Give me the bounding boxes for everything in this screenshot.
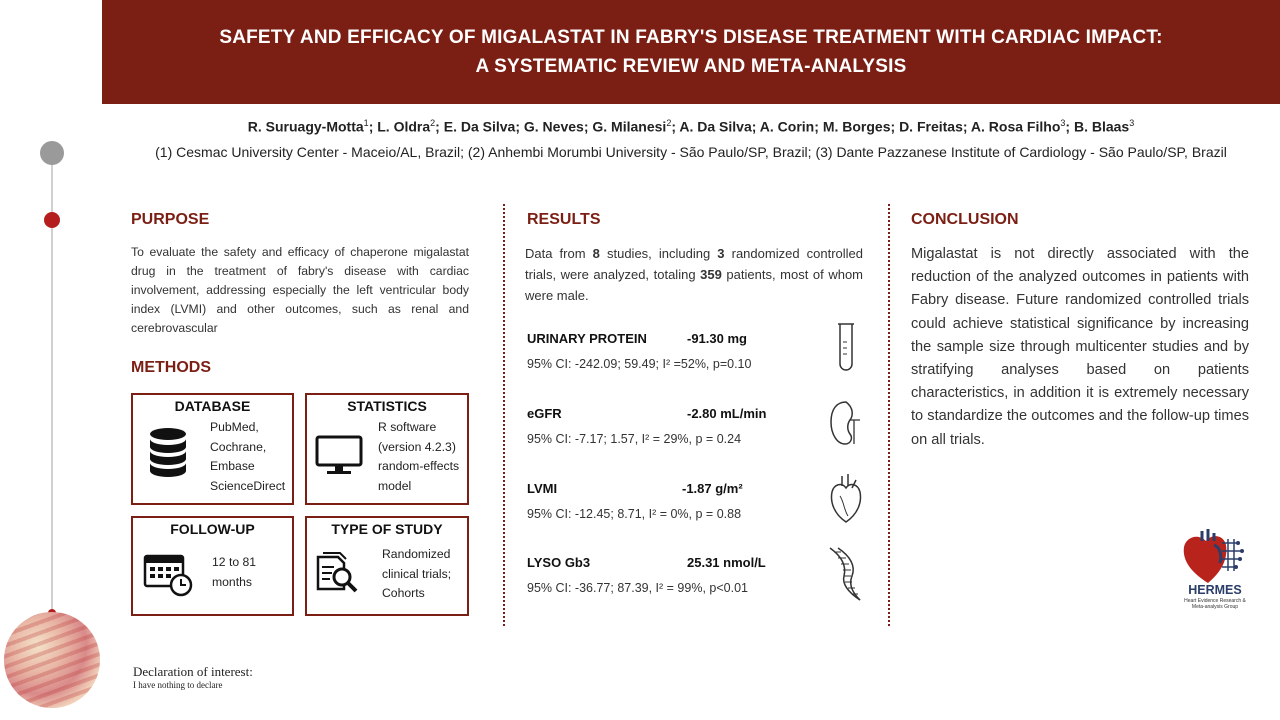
statistics-item: random-effects [378, 459, 460, 473]
studies-count: 8 [592, 246, 600, 261]
affiliations: (1) Cesmac University Center - Maceio/AL, Brazil; (2) Anhembi Morumbi University - São Paulo/SP, Brazil; (3) Dante Pazzanese Institute of Cardiology - São Paulo/SP, Brazil [155, 144, 1227, 160]
study-type-item: Randomized [382, 547, 451, 561]
column-divider [888, 204, 890, 626]
author-list: R. Suruagy-Motta$^1$; L. Oldra$^2$; E. Da Silva; G. Neves; G. Milanesi$^2$; A. Da Silva; A. Corin; M. Borges; D. Freitas; A. Rosa Filho$^3$; B. Blaas$^3$ [247, 118, 1135, 135]
database-box [131, 393, 294, 505]
statistics-item: (version 4.2.3) [378, 439, 456, 454]
declaration-text: I have nothing to declare [133, 680, 223, 690]
study-type-item: Cohorts [382, 586, 425, 600]
intro-text: Data from [525, 246, 593, 261]
followup-title: FOLLOW-UP [170, 521, 255, 537]
author-name: M. Borges [822, 118, 891, 135]
outcome-value: -91.30 mg [687, 331, 747, 346]
followup-box [131, 516, 294, 616]
decorative-sphere [4, 612, 100, 708]
author-name: A. Rosa Filho [970, 118, 1061, 135]
outcome-value: -2.80 mL/min [687, 406, 767, 421]
logo-subtitle [1170, 598, 1260, 610]
author-name: L. Oldra [377, 118, 431, 135]
followup-line: months [212, 574, 252, 589]
declaration-title: Declaration of interest: [133, 664, 253, 679]
database-item: Embase [210, 459, 255, 473]
rct-count: 3 [717, 246, 725, 261]
followup-text [212, 553, 256, 592]
patients-count: 359 [700, 267, 722, 282]
statistics-box [305, 393, 469, 505]
methods-title: METHODS [131, 359, 211, 376]
database-title: DATABASE [174, 398, 251, 414]
outcome-name: LVMI [527, 481, 558, 496]
study-type-list [382, 545, 451, 604]
author-affiliation-mark: 3 [1060, 118, 1066, 128]
database-item: Cochrane, [210, 439, 267, 454]
outcome-name: LYSO Gb3 [527, 555, 591, 570]
database-item: ScienceDirect [210, 478, 286, 493]
intro-text: patients, most of whom were male. [525, 267, 863, 303]
outcome-ci: 95% CI: -242.09; 59.49; I² =52%, p=0.10 [527, 357, 752, 371]
followup-line: 12 to 81 [212, 555, 257, 569]
outcome-name: eGFR [527, 406, 562, 421]
statistics-list [378, 418, 459, 496]
logo-name: HERMES [1188, 583, 1242, 597]
database-item: PubMed, [210, 420, 259, 434]
author-affiliation-mark: 2 [430, 118, 436, 128]
results-title: RESULTS [527, 211, 601, 228]
database-icon [147, 427, 189, 479]
purpose-title: PURPOSE [131, 211, 210, 228]
author-name: G. Milanesi [592, 118, 667, 135]
author-name: A. Da Silva [679, 118, 752, 135]
purpose-text: To evaluate the safety and efficacy of chaperone migalastat drug in the treatment of fabry's disease with cardiac involvement, addressing especially the left ventricular body index (LVMI) and other outcomes, such as renal and cerebrovascular [131, 245, 469, 335]
author-name: E. Da Silva [443, 118, 516, 135]
author-name: B. Blaas [1073, 118, 1130, 135]
results-intro [525, 243, 863, 306]
calendar-clock-icon [143, 552, 195, 598]
author-name: G. Neves [523, 118, 584, 135]
test-tube-icon [834, 322, 858, 376]
author-affiliation-mark: 3 [1129, 118, 1135, 128]
conclusion-title: CONCLUSION [911, 211, 1019, 228]
dna-icon [826, 546, 864, 602]
monitor-icon [315, 435, 363, 477]
document-search-icon [314, 551, 360, 597]
study-type-title: TYPE OF STUDY [331, 521, 443, 537]
author-name: R. Suruagy-Motta [247, 118, 364, 135]
conclusion-text: Migalastat is not directly associated with the reduction of the analyzed outcomes in patients with Fabry disease. Future randomized controlled trials could achieve statistical significance by increasing the sample size through multicenter studies and by stratifying analyses based on patients characteristics, in addition it is extremely necessary to standardize the outcomes and the follow-up times on all trials. [911, 246, 1249, 448]
intro-text: studies, including [599, 246, 718, 261]
outcome-ci: 95% CI: -36.77; 87.39, I² = 99%, p<0.01 [527, 581, 748, 595]
outcome-value: -1.87 g/m² [682, 481, 743, 496]
outcome-value: 25.31 nmol/L [687, 555, 766, 570]
study-type-box [305, 516, 469, 616]
title-banner [102, 0, 1280, 104]
logo-subtitle-line: Meta-analysis Group [1191, 604, 1239, 610]
kidney-icon [828, 398, 864, 448]
database-list [210, 418, 285, 496]
timeline-dot-grey [40, 141, 64, 165]
study-type-item: clinical trials; [382, 566, 452, 581]
statistics-item: model [378, 478, 412, 493]
outcome-name: URINARY PROTEIN [527, 331, 647, 346]
author-name: A. Corin [759, 118, 815, 135]
author-name: D. Freitas [899, 118, 963, 135]
statistics-item: R software [378, 420, 437, 434]
timeline-dot-red [44, 212, 60, 228]
author-affiliation-mark: 1 [363, 118, 369, 128]
title-line-2: A SYSTEMATIC REVIEW AND META-ANALYSIS [475, 56, 907, 77]
statistics-title: STATISTICS [347, 398, 427, 414]
author-affiliation-mark: 2 [666, 118, 672, 128]
outcome-ci: 95% CI: -12.45; 8.71, I² = 0%, p = 0.88 [527, 507, 742, 521]
title-line-1: SAFETY AND EFFICACY OF MIGALASTAT IN FABRY'S DISEASE TREATMENT WITH CARDIAC IMPACT: [219, 27, 1163, 48]
intro-text: randomized controlled trials, were analyzed, totaling [525, 246, 864, 282]
logo-subtitle-line: Heart Evidence Research & [1184, 598, 1246, 604]
heart-icon [828, 472, 864, 524]
column-divider [503, 204, 505, 626]
outcome-ci: 95% CI: -7.17; 1.57, I² = 29%, p = 0.24 [527, 432, 742, 446]
